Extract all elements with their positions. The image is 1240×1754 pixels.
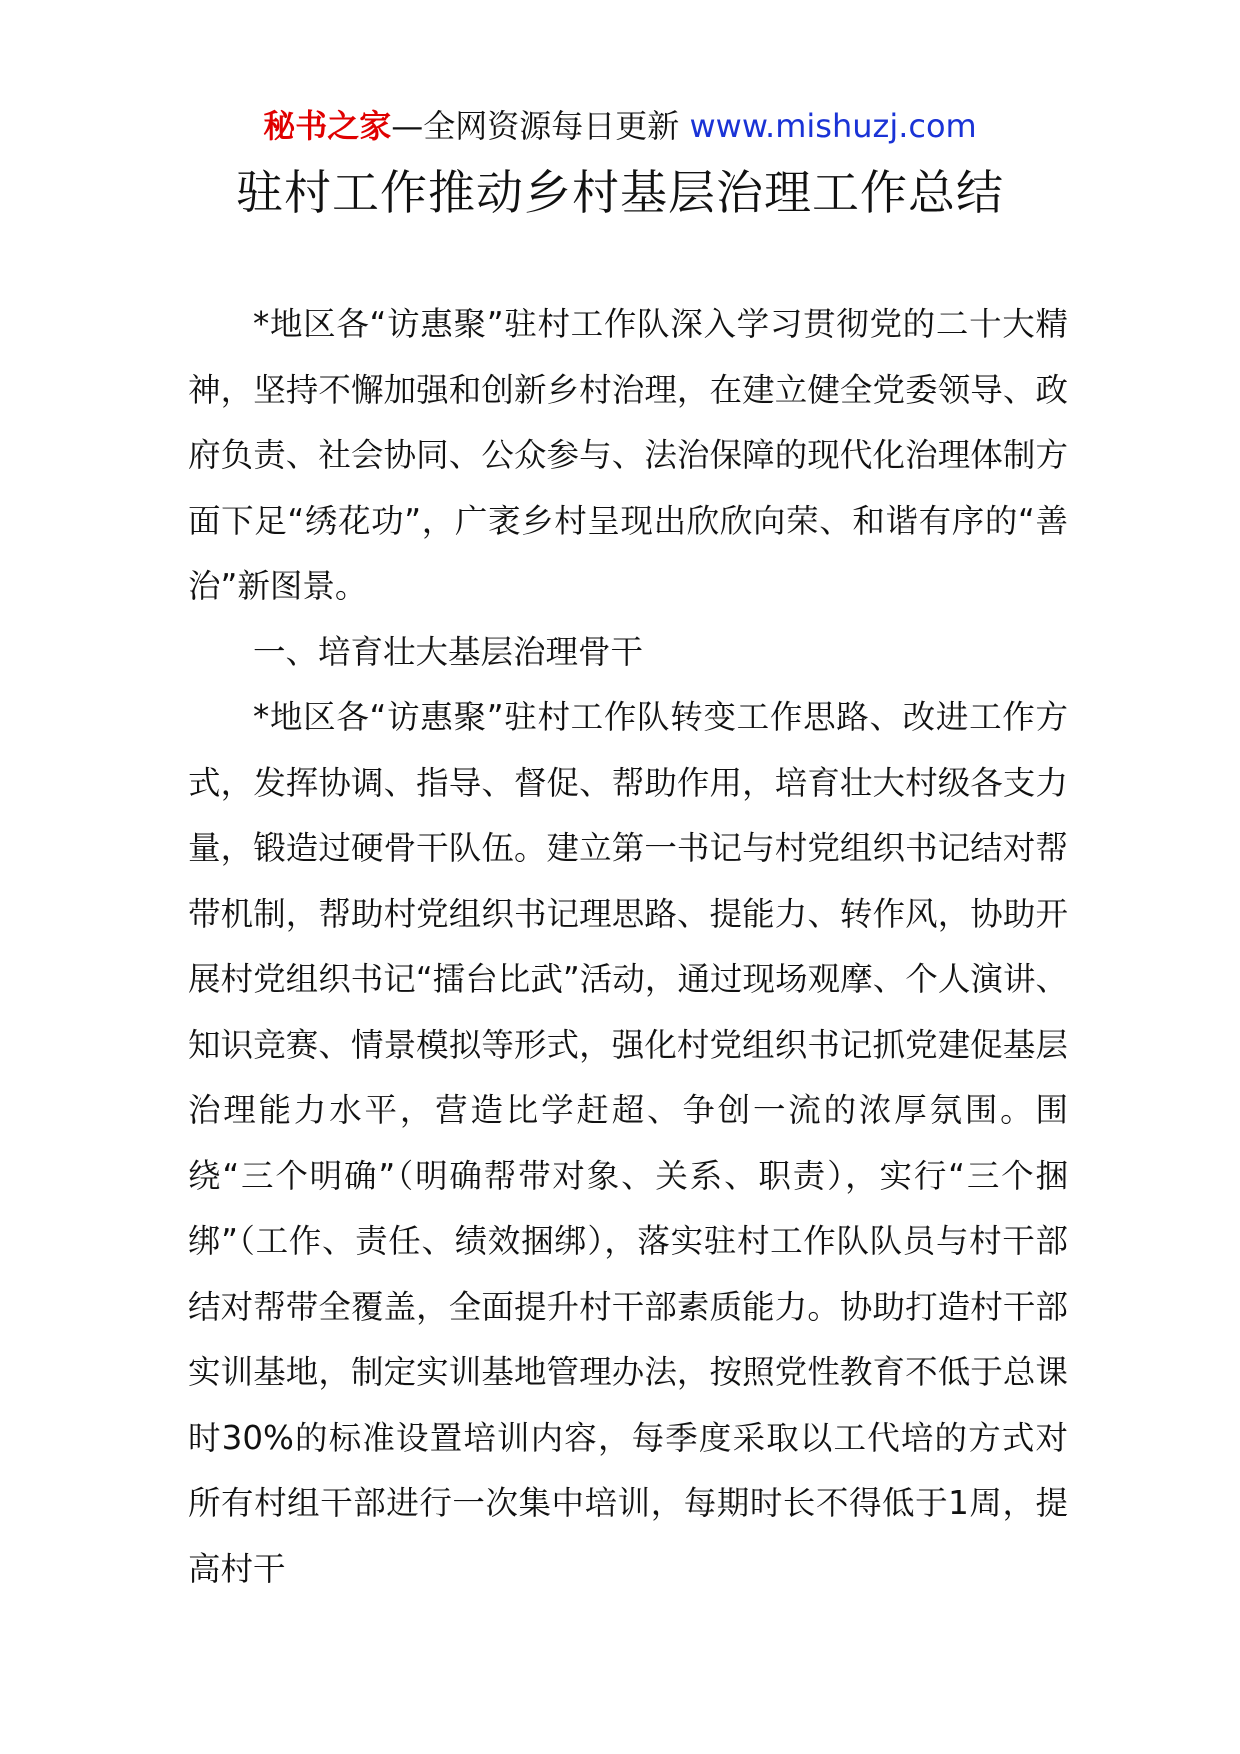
banner-brand: 秘书之家 bbox=[263, 107, 392, 145]
banner-url-link[interactable]: www.mishuzj.com bbox=[689, 107, 977, 145]
site-banner bbox=[0, 104, 1240, 148]
banner-tagline: —全网资源每日更新 bbox=[391, 107, 690, 145]
section-heading: 一、培育壮大基层治理骨干 bbox=[253, 632, 644, 671]
body-paragraph: *地区各“访惠聚”驻村工作队转变工作思路、改进工作方式，发挥协调、指导、督促、帮助作用，培育壮大村级各支力量，锻造过硬骨干队伍。建立第一书记与村党组织书记结对帮带机制，帮助村党组织书记理思路、提能力、转作风，协助开展村党组织书记“擂台比武”活动，通过现场观摩、个人演讲、知识竞赛、情景模拟等形式，强化村党组织书记抓党建促基层治理能力水平，营造比学赶超、争创一流的浓厚氛围。围绕“三个明确”（明确帮带对象、关系、职责），实行“三个捆绑”（工作、责任、绩效捆绑），落实驻村工作队队员与村干部结对帮带全覆盖，全面提升村干部素质能力。协助打造村干部实训基地，制定实训基地管理办法，按照党性教育不低于总课时30%的标准设置培训内容，每季度采取以工代培的方式对所有村组干部进行一次集中培训，每期时长不得低于1周，提高村干 bbox=[188, 698, 1068, 1588]
document-body bbox=[188, 292, 1068, 1602]
intro-paragraph: *地区各“访惠聚”驻村工作队深入学习贯彻党的二十大精神，坚持不懈加强和创新乡村治理，在建立健全党委领导、政府负责、社会协同、公众参与、法治保障的现代化治理体制方面下足“绣花功”，广袤乡村呈现出欣欣向荣、和谐有序的“善治”新图景。 bbox=[188, 305, 1068, 605]
document-title: 驻村工作推动乡村基层治理工作总结 bbox=[236, 166, 1004, 221]
